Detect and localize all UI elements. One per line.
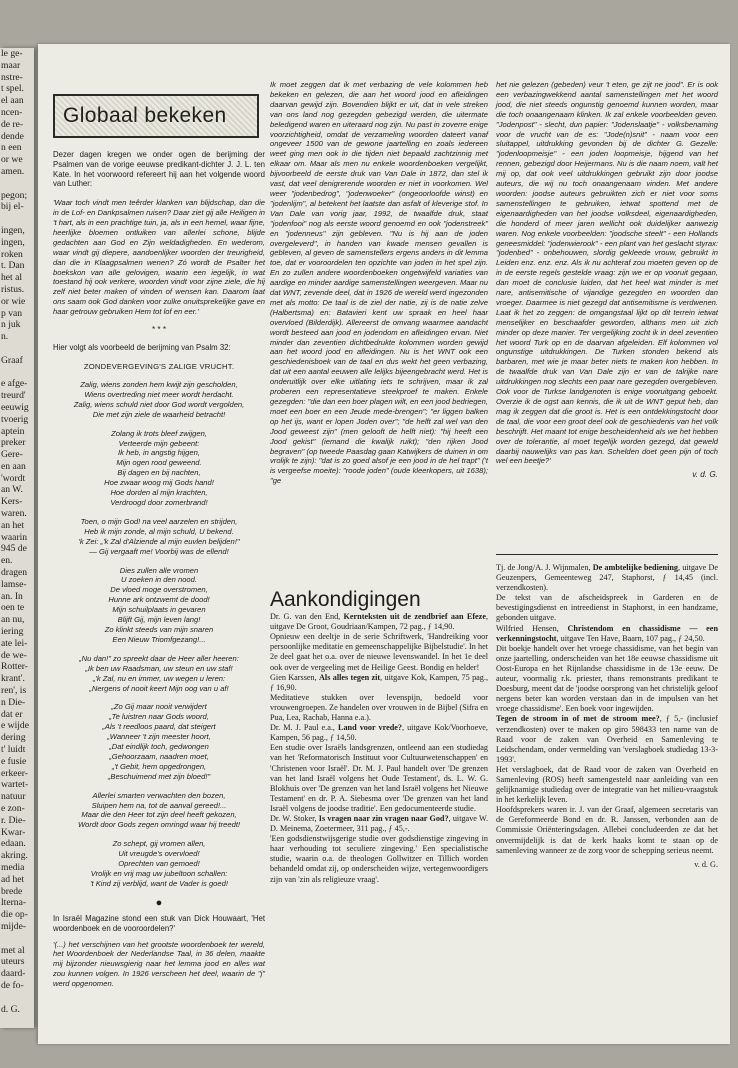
stanza-line: Zalig, wiens schuld niet door God wordt vergolden,: [73, 399, 245, 409]
entry-text: Tj. de Jong/A. J. Wijnmalen,: [496, 563, 593, 572]
previous-column-line: e wijde: [1, 720, 29, 732]
previous-column-line: or wie: [1, 295, 26, 307]
entry-book-title: De ambtelijke bediening: [592, 563, 678, 572]
entry-text: Dr. W. Stoker,: [270, 813, 319, 823]
previous-column-line: ren', is: [1, 685, 27, 697]
stanza-line: Vrolijk en vrij mag uw jubeltoon schallen:: [90, 869, 228, 879]
previous-column-line: ad het: [1, 873, 25, 885]
stanza-line: 't Kind zij verblijd, want de Vader is goed!: [90, 878, 228, 888]
psalm-stanza: [53, 654, 265, 694]
previous-column-line: n.: [1, 331, 9, 343]
signature-top: v. d. G.: [692, 470, 718, 480]
previous-column-line: ristus.: [1, 283, 25, 295]
stanza-line: „'k Zal, nu en immer, uw wegen u leren:: [92, 673, 226, 683]
entry-text: Meditatieve stukken over levenspijn, bedoeld voor vrouwengroepen. Ze handelen over vrouwen in de Bijbel (Sifra en Pua, Lea, Rachab, Hanna e.a.).: [270, 692, 488, 723]
stanza-line: Dies zullen alle vromen: [119, 565, 199, 575]
entry-text: Hoofdsprekers waren ir. J. van der Graaf, algemeen secretaris van de Gereformeerde Bond en dr. R. Janssen, verbonden aan de Commissie Oriënteringsdagen. Allebei concludeerden ze dat het onvermijdelijk is dat de kerk haaks komt te staan op de samenleving wanneer ze de zorg voor de schepping serieus neemt.: [496, 805, 718, 855]
previous-column-line: 945 de: [1, 543, 27, 555]
previous-column-line: wartet-: [1, 779, 29, 791]
stanza-line: Sluipen hem na, tot de aanval gereed!...: [91, 800, 227, 810]
previous-column-line: pegon;: [1, 189, 28, 201]
previous-column-line: waarin: [1, 531, 28, 543]
entry-book-title: Is vragen naar zin vragen naar God?: [318, 813, 449, 823]
entry-text: Gien Karssen,: [270, 672, 320, 682]
previous-column-line: bij el-: [1, 201, 24, 213]
previous-column-line: Kwar-: [1, 826, 26, 838]
previous-column-line: oen te: [1, 602, 25, 614]
previous-column-line: le ge-: [1, 48, 23, 59]
previous-column-line: de we-: [1, 649, 27, 661]
psalm-stanza: [53, 429, 265, 508]
previous-column-line: ncen-: [1, 106, 23, 118]
entry-book-title: Christendom en chassidisme — een verkenningstocht: [496, 623, 718, 643]
entry-details: , ƒ 5,- (inclusief verzendkosten) over te maken op giro 598433 ten name van de Raad voor de zaken van Overheid en Samenleving te Leidschendam, onder vermelding van 'verslagboek studiedag 13-3-1993'.: [496, 714, 718, 764]
psalm-stanzas: [53, 380, 265, 889]
previous-column-line: t. Dan: [1, 260, 25, 272]
previous-column-line: preker: [1, 437, 26, 449]
previous-column-line: nstre-: [1, 71, 23, 83]
previous-column-line: en aan: [1, 460, 26, 472]
stanza-line: Blijft Gij, mijn leven lang!: [117, 615, 201, 625]
bullet-divider: ●: [155, 896, 163, 909]
previous-column-line: ingen,: [1, 224, 25, 236]
previous-column-line: 'wordt: [1, 472, 26, 484]
psalm-stanza: [53, 380, 265, 420]
entry-details: , uitgave Kok, Kampen, 75 pag., ƒ 16,90.: [270, 672, 488, 692]
previous-column-line: [0, 343, 34, 355]
previous-column-line: dering: [1, 732, 26, 744]
previous-column-line: lamse-: [1, 578, 27, 590]
previous-column-line: Graaf: [1, 354, 23, 366]
section-title-box: [53, 94, 259, 138]
stanza-line: Een Nieuw Triomfgezang!...: [112, 634, 206, 644]
entry-book-title: Kernteksten uit de zendbrief aan Efeze: [343, 612, 486, 622]
previous-column-line: ingen,: [1, 236, 25, 248]
stanza-line: Verteerde mijn gebeent:: [118, 438, 200, 448]
stanza-line: Mijn ogen rood geweend.: [116, 458, 202, 468]
entry-details: , uitgave Ten Have, Baarn, 107 pag., ƒ 24,50.: [556, 633, 705, 643]
woordenboek-text: het nie gelezen (gebeden) veur 't eten, ge zijt ne jood". Er is ook een verbazingwekkend aantal samenstellingen met het woord jood, die niet steeds ongunstig genoemd kunnen worden, maar die toch onaangenaam klinken. Ik zal enkele voorbeelden geven. "Jodenpost" - slecht, dun papier: "Jodenslaatje" - volksbenaming voor de vrucht van de es: "Jode(n)snit" - naam voor een sluitappel, uitdrukking gevonden bij de dichter G. Gezelle: "jodenloopmeisje" - een joden loopmeisje, hijgend van het rennen, gebezigd door Heijermans. Nu is die naam noem, valt het mij op, dat ook veel uitdrukkingen gebruikt zijn door joodse auteurs, die wij nu toch onaangenaam vinden. Met andere woorden: joodse auteurs gebruikten zich er niet voor soms samenstellingen te gebruiken, ietwat spottend met de eigenaardigheden van het joodse volksdeel, eigenaardigheden, die honderd of meer jaren wellicht ook duidelijker aanwezig waren. Nog enkele voorbeelden: "joodsche steelt" - een Hollands geneesmiddel: "jodenwierook" - een plant van het geslacht styrax: "jodenbed" - onbehouwen, slordig gekleede vrouw, gebruikt in Leiden enz. enz. enz. Als ik nu achteraf zou moeten geven op de in de eerste regels gestelde vraag: zijn we er op vooruit gegaan, dan moet de conclusie luiden, dat het heel wat minder is met nare, antisemitische of vijandige gezegden en woorden dan vroeger. Daarmee is niet gezegd dat antisemitisme is verdwenen. Laat ik het zo zeggen: de omgangstaal lijkt op dit terrein ietwat menselijker en beschaafder geworden, althans men uit zich minder op deze manier. Ter vergelijking zocht ik in deel zeventien het woord Turk op en de daarvan afgeleiden. Elf kolommen vol ongunstige uitdrukkingen. De Turken stonden bekend als barbaren, met wie je maar beter niets te maken kon hebben. In de twaalfde druk van Van Dale zijn er van de talrijke nare uitdrukkingen nog slechts een paar nare gezegden overgebleven. Ook voor de Turkse landgenoten is enige vooruitgang geboekt. Overzie ik de ogst aan kennis, die ik uit de WNT geput heb, dan mag ik zeggen dat die groot is. Het is een ontdekkingstocht door de taal, die voor een groot deel ook de geschiedenis van het volk beschrijft. Het maant tot enige bescheidenheid als we het hebben over de tolerantie, al moet tegelijk worden gezegd, dat geweld daarbij nauwelijks van pas kan. Schelden doet geen pijn of toch wel een beetje?': [496, 80, 718, 466]
stanza-line: 'k Zei: „'k Zal d'Alziende al mijn euvlen belijden!": [78, 536, 240, 546]
stanza-line: „Nergens of nooit keert Mijn oog van u af!: [89, 683, 229, 693]
previous-column-line: en.: [1, 555, 13, 567]
previous-column-line: an het: [1, 519, 25, 531]
israel-paragraph: In Israël Magazine stond een stuk van Dick Houwaart, 'Het woordenboek en de vooroordelen?': [53, 913, 265, 933]
previous-column-line: uteurs: [1, 956, 25, 968]
column-aankondigingen: [270, 588, 488, 885]
stanza-line: „Te luistren naar Gods woord,: [109, 712, 209, 722]
entry-text: De tekst van de afscheidspreek in Garderen en de bevestigingsdienst en intreedienst in Staphorst, in een handzame, gebonden uitgave.: [496, 593, 718, 623]
announcement-entry: [270, 612, 488, 632]
stanza-line: „'t Gebit, hem opgedrongen,: [111, 761, 207, 771]
announcement-entry: [496, 644, 718, 715]
previous-column-line: iering: [1, 626, 24, 638]
column-rule: [496, 554, 718, 555]
announcement-entry: [270, 834, 488, 884]
previous-column-line: natuur: [1, 791, 26, 803]
stanza-line: Maar die den Heer tot zijn deel heeft gekozen,: [81, 810, 237, 820]
stanza-line: Zolang ik trots bleef zwijgen,: [111, 428, 207, 438]
entry-text: Het verslagboek, dat de Raad voor de zaken van Overheid en Samenleving (ROS) heeft samengesteld naar aanleiding van een gelijknamige studiedag over de integratie van het milieu-vraagstuk in het kerkelijk leven.: [496, 764, 718, 805]
previous-column-line: het al: [1, 272, 23, 284]
stanza-line: Hoe dorden al mijn krachten,: [110, 488, 208, 498]
previous-column-line: an nu,: [1, 614, 25, 626]
previous-column-line: amen.: [1, 165, 25, 177]
entry-details: , uitgave Kok/Voorhoeve, Kampen, 56 pag., ƒ 14,50.: [270, 723, 488, 743]
announcement-entry: [496, 765, 718, 805]
entry-book-title: Tegen de stroom in of met de stroom mee?: [496, 714, 660, 724]
psalm-stanza: [53, 839, 265, 889]
previous-column-line: met al: [1, 944, 25, 956]
stanza-line: Zalig, wiens zonden hem kwijt zijn gescholden,: [80, 380, 238, 390]
previous-column-line: media: [1, 861, 25, 873]
stanza-line: Verdroogd door zomerbrand!: [110, 498, 208, 508]
previous-column-line: krant'.: [1, 673, 25, 685]
previous-column-line: p van: [1, 307, 23, 319]
previous-column-line: Gere-: [1, 449, 23, 461]
stanza-line: „Beschuimend met zijn bloed!": [107, 771, 211, 781]
entry-book-title: Land voor vrede?: [337, 723, 402, 733]
stanza-line: Oprechten van gemoed!: [118, 859, 200, 869]
previous-column-line: dende: [1, 130, 24, 142]
stanza-line: Wordt door Gods zegen omringd waar hij treedt!: [77, 820, 241, 830]
psalm-lead: Hier volgt als voorbeeld de berijming van Psalm 32:: [53, 343, 231, 353]
stanza-line: Ik heb, in angstig hijgen,: [118, 448, 200, 458]
announcement-entry: [496, 593, 718, 623]
entry-details: , uitgave De Geuzenpers, Gemeenteweg 247, Staphorst, ƒ 14,45 (incl. verzendkosten).: [496, 563, 719, 593]
previous-column-line: n juk: [1, 319, 21, 331]
previous-column-line: erkeer-: [1, 767, 28, 779]
intro-paragraph: Dezer dagen kregen we onder ogen de berijming der Psalmen van de vorige eeuwse predikant-dichter J. J. L. ten Kate. In het voorwoord refereert hij aan het volgende woord van Luther:: [53, 150, 265, 189]
psalm-heading: ZONDEVERGEVING'S ZALIGE VRUCHT.: [83, 361, 235, 371]
previous-column-line: [0, 933, 34, 945]
announcement-entry: [270, 693, 488, 723]
previous-column-line: [0, 367, 34, 379]
magazine-page: [38, 44, 730, 1044]
previous-column-line: t spel.: [1, 83, 24, 95]
stanza-line: Heb ik mijn zonde, al mijn schuld, U bekend.: [84, 526, 234, 536]
previous-column-line: treurd': [1, 390, 26, 402]
announcement-entry: [496, 624, 718, 644]
column-globaal-bekeken: [53, 62, 265, 989]
previous-column-line: el aan: [1, 95, 24, 107]
previous-column-line: an. In: [1, 590, 23, 602]
previous-column-line: edaan.: [1, 838, 26, 850]
stanza-line: Wiens overtreding niet meer wordt herdacht.: [84, 389, 234, 399]
previous-column-line: lterna-: [1, 897, 27, 909]
previous-column-line: [0, 178, 34, 190]
announcement-list-continued: [496, 563, 718, 856]
previous-column-line: or we: [1, 154, 23, 166]
psalm-stanza: [53, 702, 265, 781]
announcement-list: [270, 612, 488, 885]
psalm-stanza: [53, 791, 265, 831]
announcement-entry: [270, 814, 488, 834]
announcement-entry: [270, 673, 488, 693]
stanza-line: Hoe zwaar woog mij Gods hand!: [104, 478, 214, 488]
previous-column-line: ate lei-: [1, 637, 28, 649]
previous-column-line: waren.: [1, 508, 27, 520]
announcement-entry: [270, 632, 488, 672]
stanza-line: U zoeken in den nood.: [121, 575, 197, 585]
previous-column-line: maar: [1, 59, 21, 71]
previous-column-line: Kers-: [1, 496, 23, 508]
previous-column-line: de re-: [1, 118, 24, 130]
stanza-line: Hunne ark ontzwemt de dood!: [108, 595, 210, 605]
previous-column-line: [0, 213, 34, 225]
stanza-line: Die met zijn ziele de waarheid betracht!: [92, 409, 226, 419]
announcement-entry: [270, 743, 488, 814]
previous-column-line: n een: [1, 142, 22, 154]
previous-column-line: tvoerig: [1, 413, 29, 425]
stanza-line: „Nu dan!" zo spreekt daar de Heer aller heeren:: [79, 653, 239, 663]
previous-column-line: e fusie: [1, 755, 27, 767]
aankondigingen-title: Aankondigingen: [270, 588, 421, 611]
section-title: Globaal bekeken: [63, 103, 227, 127]
entry-text: Een studie over Israëls landsgrenzen, ontleend aan een studiedag van het 'Reformatorisch Instituut voor Cultuurwetenschappen' en 'Christenen voor Israël'. Dr. M. J. Paul handelt over 'De grenzen van het land Israël volgens het Oude Testament', ds. L. W. G. Blokhuis over 'De grenzen van het land Israël volgens het Nieuwe Testament' en dr. P. A. Siebesma over 'De grenzen van het land Israël volgens de joodse traditie'. Een gedocumenteerde studie.: [270, 743, 488, 813]
previous-column-line: de fo-: [1, 979, 24, 991]
entry-details: , uitgave W. D. Meinema, Zoetermeer, 311 pag., ƒ 45,-.: [270, 813, 488, 834]
stanza-line: „Ik ben uw Raadsman, uw steun en uw staf!: [85, 663, 233, 673]
stanza-line: „Als 't reedloos paard, dat steigert: [102, 722, 216, 732]
entry-text: Dit boekje handelt over het vroege chassidisme, van het begin van onze jaartelling, onderscheiden van het 18e eeuwse chassidisme uit Oost-Europa en het Rijnlandse chassidisme in de 13e eeuw. De auteur, voormalig r.k. priester, thans remonstrants predikant te Doesburg, meent dat de 'joodse oorsprong van het christelijk geloof nergens beter kan worden verstaan dan in de impulsen van het vroege chassidisme'. Een boek voor ingewijden.: [496, 643, 718, 714]
previous-column-line: t' luidt: [1, 744, 26, 756]
announcement-entry: [496, 563, 718, 593]
entry-book-title: Als alles tegen zit: [319, 672, 381, 682]
stanza-line: De vloed moge overstromen,: [110, 585, 208, 595]
announcement-entry: [496, 714, 718, 764]
stanza-line: „Dat eindlijk toch, gedwongen: [109, 742, 209, 752]
stanza-line: Bij dagen en bij nachten,: [117, 468, 201, 478]
previous-column-line: r. Die-: [1, 814, 26, 826]
luther-quote: 'Waar toch vindt men teêrder klanken van blijdschap, dan die in de Lof- en Dankpsalmen ruisen? Daar ziet gij alle Heiligen in 't hart, als in een prachtige tuin, ja, als in een hemel, waar fijne, heerlijke bloemen ontluiken van allerlei schone, blijde gedachten aan God en Zijn weldadigheden. En wederom, waar vindt gij diepere, aandoenlijker woorden der treurigheid, dan die in Klaagpsalmen wenen? Zó wordt de Psalter het boekskon van alle gelovigen, waarin een iegelijk, in wat toestand hij ook verkere, woorden vindt voor zijne ziele, die hij zelf niet beter maken of vinden of wensen kan. Daarom laat ons saam ook God danken voor zulke onuitsprekelijke gave en haar getrouw gebruiken Hem tot lof en eer.': [53, 198, 265, 317]
stanza-line: „Zo Gij maar nooit verwijdert: [111, 702, 207, 712]
section-divider: * * *: [151, 325, 167, 335]
stanza-line: Zo schept, gij vromen allen,: [112, 839, 206, 849]
entry-text: Dr. G. van den End,: [270, 612, 344, 622]
entry-text: Wilfried Hensen,: [496, 623, 568, 633]
previous-column-line: die op-: [1, 909, 28, 921]
entry-text: 'Een godsdienstwijsgerige studie over godsdienstige zingeving in haar verhouding tot seculiere zingeving.' Een specialistische studie, waarin o.a. de theologen Gollwitzer en Tillich worden behandeld omdat zij, op onderscheiden wijze, vertegenwoordigers zijn van 'zin als religieuze vraag'.: [270, 834, 488, 884]
psalm-stanza: [53, 566, 265, 645]
column-woordenboek-end: [496, 80, 718, 480]
previous-column-line: daard-: [1, 968, 26, 980]
entry-text: Opnieuw een deeltje in de serie Schriftwerk, 'Handreiking voor persoonlijke meditatie en gemeenschappelijke Bijbelstudie'. In het 2e deel gaat het o.a. over de nieuwe levenswandel. In het 1e deel ook over de vergeeling met de Heilige Geest. Bondig en helder!: [270, 632, 488, 672]
previous-column-line: brede: [1, 885, 23, 897]
stanza-line: Uit vreugde's overvloed!: [118, 849, 200, 859]
previous-column-line: aptein: [1, 425, 25, 437]
stanza-line: „Gehoorzaam, naadren moet,: [109, 751, 209, 761]
previous-column-line: n Die-: [1, 696, 26, 708]
column-aankondigingen-continued: [496, 563, 718, 870]
previous-column-line: dat er: [1, 708, 23, 720]
stanza-line: „Wanneer 't zijn meester hoort,: [107, 732, 211, 742]
signature-bottom: v. d. G.: [694, 859, 718, 869]
stanza-line: Zo klinkt steeds van mijn snaren: [104, 624, 214, 634]
previous-column-line: d. G.: [1, 1003, 20, 1015]
previous-column-line: e afge-: [1, 378, 28, 390]
stanza-line: — Gij vergaaft me! Voorbij was de ellend!: [89, 546, 229, 556]
column-woordenboek-continued: Ik moet zeggen dat ik met verbazing de vele kolommen heb bekeken en gelezen, die aan het woord jood en afleidingen daarvan gewijd zijn. Bovendien blijkt er uit, dat in vele streken van ons land nog gezegden gebezigd werden, die uitermate beledigend waren en uiteraard nog zijn. Nu past in zoverre enige voorzichtigheid, omdat de verzameling woorden dateert vanaf ongeveer 1500 van de gewone jaartelling en zoals iedereen weet ging men ook in die tijden niet bepaald zachtzinnig met elkaar om. Maar als men nu enkele woordenboeken vergelijkt, bijvoorbeeld de eerste druk van Van Dale in 1872, dan stel ik vast, dat veel denigrerende woorden er niet in voorkomen. Wel weer "jodenbedrog", "jodenwoeker" (ongeoorloofde winst) en "jodenlijm", al betekent het laatste dan asfalt of kleverige stof. In Van Dale van vorig jaar, 1992, de twaalfde druk, staat "jodenfooi" nog als eerste woord genoemd en ook "jodenstreek" en "jodenneus" zijn gebleven. "Nu is hij aan de joden overgeleverd", in handen van kwade mensen gevallen is gebleven, al geven de samenstellers ergens anders in dit lemma toe, dat er vooroordelen ten opzichte van joden in het spel zijn. En zo zullen andere woordenboeken ongetwijfeld variaties van aardige en minder aardige samenstellingen weergeven. Maar nu dat WNT, zevende deel, dat in 1926 de wereld werd ingezonden met als motto: De taal is de ziel der natie, zij is de natie zelve (Halbertsma) en: Batavieri kent uw spraak en heel haar overvloed (Bilderdijk). Allereerst de omvang waarmee aandacht wordt besteed aan jood en jodendom en afleidingen ervan. Niet minder dan zeventien dichtbedrukte kolommen worden gewijd aan het woord jood en afleidingen. Nu is het WNT ook een geschiedenisboek van de taal en dus wekt het geen verbazing, dat uit een aantal eeuwen alle lelijks bijeengebracht werd. Het is onderuitlijk over elke uitlating iets te schrijven, maar ik zal proberen een representatieve steekproef te maken. Enkele gezegden: "die dan een boer plagen wilt, en een jood bedriegen, moet een boer en een Jeude mede-brengen"; "er liggen balken op het ijs, want er lopen Joden over"; "de helft zal wel van den Jood geweest zijn" (men gelooft de helft niet): "hij heeft een Jood gekist" (iemand die kwalijk ruikt); "den rijken Jood begraven" (op tweede Paasdag gaan Katwijkers de duinen in om vrolijk te zijn): "dat is zo goed alsof je een jood in de hel trapt" ('t is vergeefse moeite): "roode joden" (oude kleerkopers, uit 1638); "ge: [270, 80, 488, 486]
announcement-entry: [496, 805, 718, 855]
previous-column-line: [0, 992, 34, 1004]
psalm-stanza: [53, 517, 265, 557]
entry-text: Dr. M. J. Paul e.a.,: [270, 723, 338, 733]
entry-details: , uitgave De Groot, Goudriaan/Kampen, 72 pag., ƒ 14,90.: [270, 612, 488, 632]
previous-page-column: [0, 48, 34, 1028]
previous-column-line: e zon-: [1, 803, 25, 814]
israel-quote: '(...) het verschijnen van het grootste woordenboek ter wereld, het Woordenboek der Nederlandse Taal, in 36 delen, maakte mij bijzonder nieuwsgierig naar het lemma jood en alles wat zou kunnen volgen. In 1926 verscheen het deel, waarin de "j" werd opgenomen.: [53, 939, 265, 989]
stanza-line: Mijn schuilplaats in gevaren: [112, 605, 206, 615]
previous-column-line: eeuwig: [1, 401, 29, 413]
stanza-line: Toen, o mijn God! na veel aarzelen en strijden,: [80, 516, 238, 526]
announcement-entry: [270, 723, 488, 743]
previous-column-line: akring.: [1, 850, 28, 862]
previous-column-line: Rotter-: [1, 661, 28, 673]
previous-column-line: mijde-: [1, 920, 27, 932]
stanza-line: Allerlei smarten verwachten den bozen,: [92, 790, 226, 800]
previous-column-line: an W.: [1, 484, 23, 496]
previous-column-line: dragen: [1, 567, 28, 579]
previous-column-line: roken: [1, 248, 23, 260]
